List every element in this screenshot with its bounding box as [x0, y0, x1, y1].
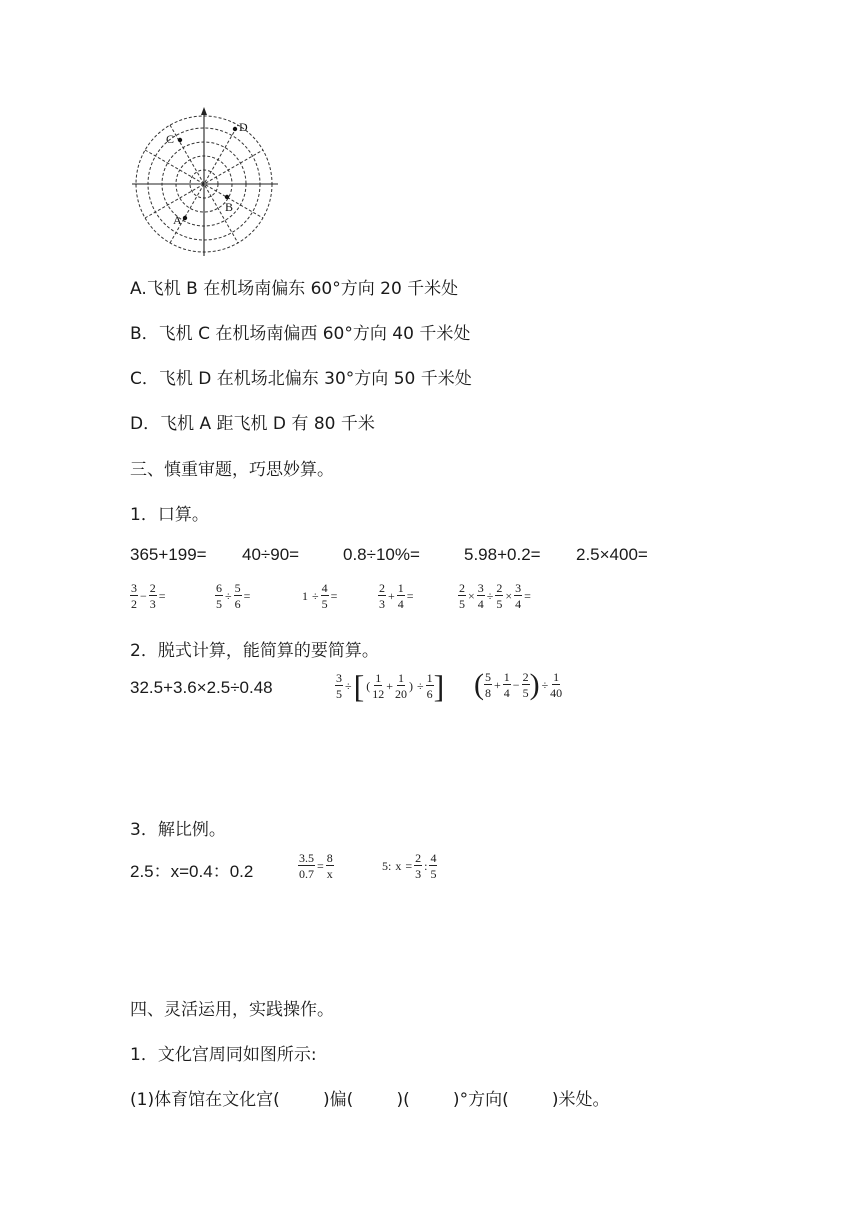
oral-5: 2.5×400=: [576, 545, 648, 564]
label-c: C: [166, 132, 175, 146]
option-a: A.飞机 B 在机场南偏东 60°方向 20 千米处: [130, 279, 459, 299]
oral-frac-4: $\frac{2}{3}$ + $\frac{1}{4}$ =: [379, 581, 414, 611]
label-d: D: [239, 120, 248, 134]
q3-expr-3: 5: x = $\frac{2}{3}$ : $\frac{4}{5}$: [382, 851, 437, 881]
q2-expr-1: 32.5+3.6×2.5÷0.48: [130, 678, 273, 697]
q2-title: 2．脱式计算，能简算的要简算。: [130, 641, 379, 661]
oral-frac-1: $\frac{3}{2}$ − $\frac{2}{3}$ =: [131, 581, 166, 611]
point-c: [178, 138, 182, 142]
oral-frac-2: $\frac{6}{5}$ ÷ $\frac{5}{6}$ =: [216, 581, 251, 611]
s4-q1-title: 1．文化宫周同如图所示:: [130, 1045, 317, 1065]
option-b: B．飞机 C 在机场南偏西 60°方向 40 千米处: [130, 324, 471, 344]
north-arrow-icon: [201, 107, 207, 115]
section3-title: 三、慎重审题，巧思妙算。: [130, 460, 334, 480]
label-b: B: [225, 200, 234, 214]
point-d: [233, 127, 237, 131]
oral-1: 365+199=: [130, 545, 207, 564]
option-c: C．飞机 D 在机场北偏东 30°方向 50 千米处: [130, 369, 472, 389]
oral-4: 5.98+0.2=: [464, 545, 541, 564]
point-b: [225, 195, 229, 199]
oral-2: 40÷90=: [242, 545, 300, 564]
oral-3: 0.8÷10%=: [343, 545, 420, 564]
option-d: D．飞机 A 距飞机 D 有 80 千米: [130, 414, 375, 434]
q3-expr-2: $\frac{3.5}{0.7}$ = $\frac{8}{x}$: [299, 851, 333, 881]
label-a: A: [173, 213, 182, 227]
q3-expr-1: 2.5：x=0.4：0.2: [130, 862, 254, 881]
polar-figure: [128, 104, 280, 260]
oral-frac-5: $\frac{2}{5}$ × $\frac{3}{4}$ ÷ $\frac{2}{5}$ × $\frac{3}{4}$ =: [459, 581, 531, 611]
section4-title: 四、灵活运用，实践操作。: [130, 1000, 334, 1020]
q2-expr-3: ( $\frac{5}{8}$ + $\frac{1}{4}$ − $\frac{2}{5}$ ) ÷ $\frac{1}{40}$: [474, 668, 563, 701]
q1-title: 1．口算。: [130, 505, 209, 525]
polar-diagram: [128, 104, 280, 260]
q3-title: 3．解比例。: [130, 820, 226, 840]
point-a: [183, 216, 187, 220]
s4-q1-sub: (1)体育馆在文化宫( )偏( )( )°方向( )米处。: [130, 1090, 610, 1110]
q2-expr-2: $\frac{3}{5}$ ÷ [ ( $\frac{1}{12}$ + $\frac{1}{20}$ ) ÷ $\frac{1}{6}$ ]: [336, 668, 445, 704]
oral-frac-3: 1 ÷ $\frac{4}{5}$ =: [302, 581, 338, 611]
